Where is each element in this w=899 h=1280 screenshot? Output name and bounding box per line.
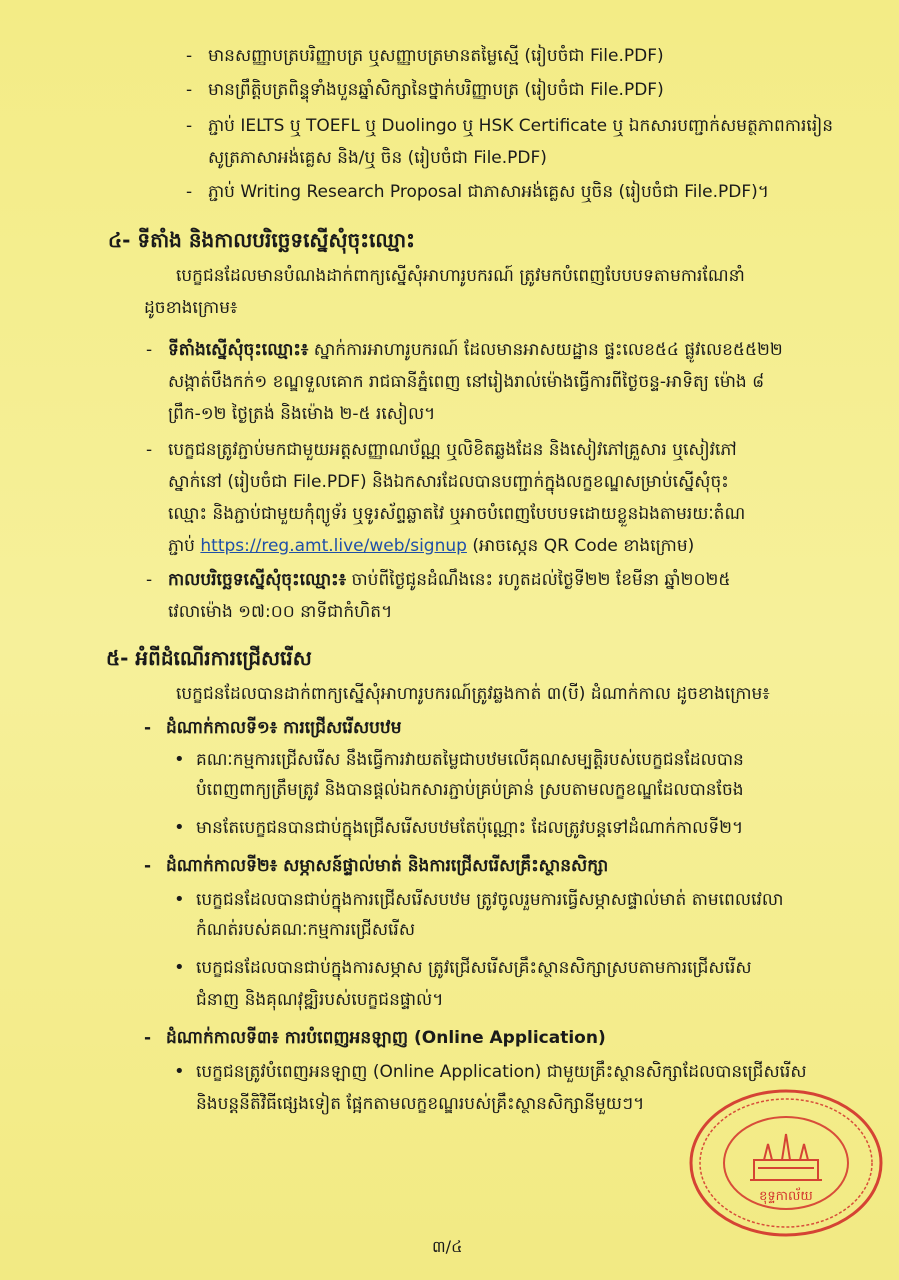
required-documents-cont-3 [168, 534, 694, 558]
page-number: ៣/៤ [432, 1237, 463, 1256]
requirement-language-cert-cont: សូត្រភាសាអង់គ្លេស និង/ឬ ចិន (រៀបចំជា File.PDF) [208, 148, 547, 168]
required-documents-cont-2: ឈ្មោះ និងភ្ជាប់ជាមួយកុំព្យូទ័រ ឬទូរស័ព្ទឆ្លាតវៃ ឬអាចបំពេញបែបបទដោយខ្លួនឯងតាមរយៈតំណ [168, 504, 746, 524]
required-documents-cont-1: ស្នាក់នៅ (រៀបចំជា File.PDF) និងឯកសារដែលបានបញ្ជាក់ក្នុងលក្ខខណ្ឌសម្រាប់ស្នើសុំចុះ [168, 472, 729, 492]
official-seal-stamp [688, 1088, 884, 1238]
requirement-research-proposal: - ភ្ជាប់ Writing Research Proposal ជាភាសាអង់គ្លេស ឬចិន (រៀបចំជា File.PDF)។ [208, 180, 769, 204]
phase-1-title: - ដំណាក់កាលទី១៖ ការជ្រើសរើសបឋម [166, 716, 402, 740]
requirement-language-cert: - ភ្ជាប់ IELTS ឬ TOEFL ឬ Duolingo ឬ HSK Certificate ឬ ឯកសារបញ្ជាក់សមត្ថភាពការរៀន [208, 114, 833, 138]
registration-location-text: ស្នាក់ការអាហារូបករណ៍ ដែលមានអាសយដ្ឋាន ផ្ទះលេខ៥៤ ផ្លូវលេខ៥៥២២ [308, 340, 783, 360]
registration-deadline-text: ចាប់ពីថ្ងៃជូនដំណឹងនេះ រហូតដល់ថ្ងៃទី២២ ខែមីនា ឆ្នាំ២០២៥ [346, 570, 731, 590]
phase-3-bullet-1-cont: និងបន្តនីតិវិធីផ្សេងទៀត ផ្អែកតាមលក្ខខណ្ឌរបស់គ្រឹះស្ថានសិក្សានីមួយៗ។ [196, 1094, 645, 1114]
required-documents: - បេក្ខជនត្រូវភ្ជាប់មកជាមួយអត្តសញ្ញាណប័ណ្ណ ឬលិខិតឆ្លងដែន និងសៀវភៅគ្រួសារ ឬសៀវភៅ [168, 438, 737, 462]
link-suffix: (អាចស្កេន QR Code ខាងក្រោម) [466, 536, 695, 556]
phase-2-bullet-2: • បេក្ខជនដែលបានជាប់ក្នុងការសម្ភាស ត្រូវជ្រើសរើសគ្រឹះស្ថានសិក្សាស្របតាមការជ្រើសរើស [196, 956, 752, 980]
section-4-intro-cont: ដូចខាងក្រោម៖ [144, 298, 238, 318]
phase-3-title: - ដំណាក់កាលទី៣៖ ការបំពេញអនឡាញ (Online Application) [166, 1026, 606, 1050]
section-5-heading: ៥- អំពីដំណើរការជ្រើសរើស [106, 646, 312, 670]
registration-deadline-label: កាលបរិច្ឆេទស្នើសុំចុះឈ្មោះ៖ [168, 570, 347, 590]
seal-label: ខុទ្ទកាល័យ [759, 1189, 813, 1204]
requirement-degree: - មានសញ្ញាបត្របរិញ្ញាបត្រ ឬសញ្ញាបត្រមានតម្លៃស្មើ (រៀបចំជា File.PDF) [208, 44, 664, 68]
phase-1-bullet-2: • មានតែបេក្ខជនបានជាប់ក្នុងជ្រើសរើសបឋមតែប៉ុណ្ណោះ ដែលត្រូវបន្តទៅដំណាក់កាលទី២។ [196, 816, 743, 840]
requirement-transcript: - មានព្រឹត្តិបត្រពិន្ទុទាំងបួនឆ្នាំសិក្សានៃថ្នាក់បរិញ្ញាបត្រ (រៀបចំជា File.PDF) [208, 78, 664, 102]
registration-location-cont-1: សង្កាត់បឹងកក់១ ខណ្ឌទួលគោក រាជធានីភ្នំពេញ នៅរៀងរាល់ម៉ោងធ្វើការពីថ្ងៃចន្ទ-អាទិត្យ ម៉ោង ៨ [168, 372, 765, 392]
phase-2-bullet-1: • បេក្ខជនដែលបានជាប់ក្នុងការជ្រើសរើសបឋម ត្រូវចូលរួមការធ្វើសម្ភាសផ្ទាល់មាត់ តាមពេលវេលា [196, 888, 783, 912]
registration-deadline [168, 568, 730, 592]
section-5-intro: បេក្ខជនដែលបានដាក់ពាក្យស្នើសុំអាហារូបករណ៍ត្រូវឆ្លងកាត់ ៣(បី) ដំណាក់កាល ដូចខាងក្រោម៖ [176, 684, 770, 704]
phase-2-title: - ដំណាក់កាលទី២៖ សម្ភាសន៍ផ្ទាល់មាត់ និងការជ្រើសរើសគ្រឹះស្ថានសិក្សា [166, 854, 608, 878]
registration-location-label: ទីតាំងស្នើសុំចុះឈ្មោះ៖ [168, 340, 309, 360]
signup-link[interactable]: https://reg.amt.live/web/signup [200, 536, 467, 556]
phase-3-bullet-1: • បេក្ខជនត្រូវបំពេញអនឡាញ (Online Application) ជាមួយគ្រឹះស្ថានសិក្សាដែលបានជ្រើសរើស [196, 1060, 807, 1084]
link-prefix: ភ្ជាប់ [168, 536, 201, 556]
phase-2-bullet-1-cont: កំណត់របស់គណៈកម្មការជ្រើសរើស [196, 920, 416, 940]
phase-2-bullet-2-cont: ជំនាញ និងគុណវុឌ្ឍិរបស់បេក្ខជនផ្ទាល់។ [196, 990, 444, 1010]
registration-location [168, 338, 783, 362]
registration-location-cont-2: ព្រឹក-១២ ថ្ងៃត្រង់ និងម៉ោង ២-៥ រសៀល។ [168, 404, 436, 424]
phase-1-bullet-1-cont: បំពេញពាក្យត្រឹមត្រូវ និងបានផ្តល់ឯកសារភ្ជាប់គ្រប់គ្រាន់ ស្របតាមលក្ខខណ្ឌដែលបានចែង [196, 780, 744, 800]
phase-1-bullet-1: • គណៈកម្មការជ្រើសរើស នឹងធ្វើការវាយតម្លៃជាបឋមលើគុណសម្បត្តិរបស់បេក្ខជនដែលបាន [196, 748, 744, 772]
section-4-heading: ៤- ទីតាំង និងកាលបរិច្ឆេទស្នើសុំចុះឈ្មោះ [108, 228, 415, 252]
section-4-intro: បេក្ខជនដែលមានបំណងដាក់ពាក្យស្នើសុំអាហារូបករណ៍ ត្រូវមកបំពេញបែបបទតាមការណែនាំ [176, 266, 745, 286]
registration-deadline-cont: វេលាម៉ោង ១៧:០០ នាទីជាកំហិត។ [168, 602, 393, 622]
